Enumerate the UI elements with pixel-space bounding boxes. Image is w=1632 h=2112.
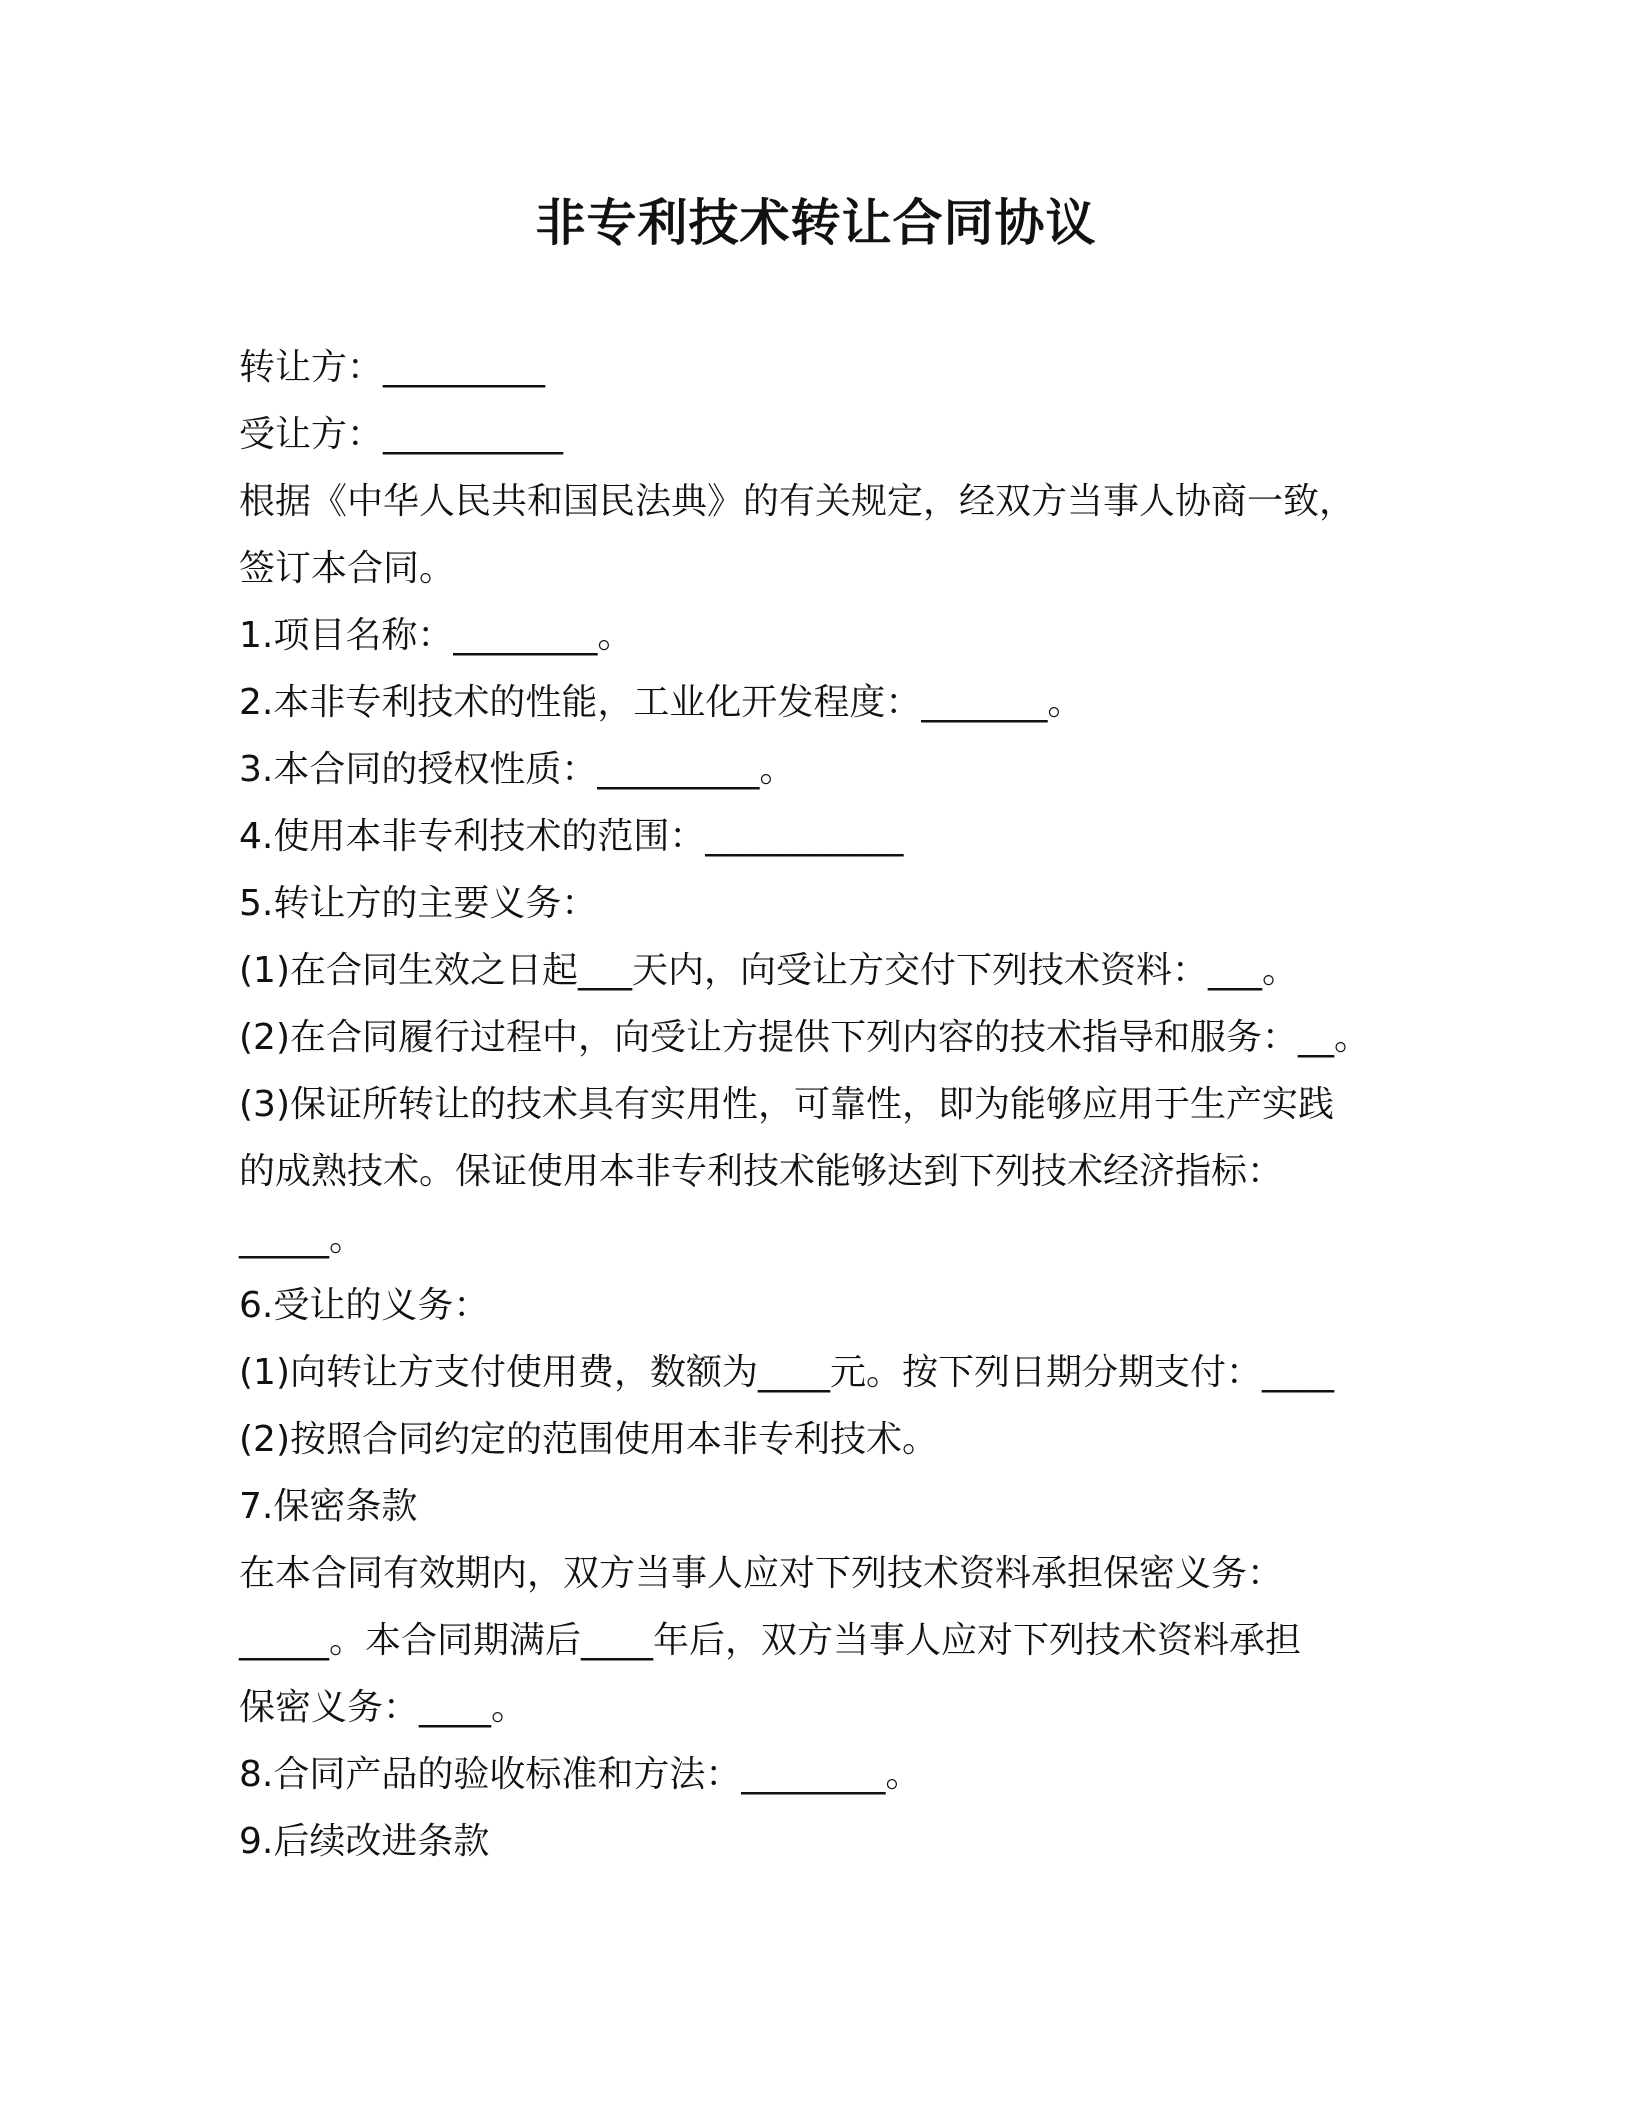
- clause-2: 2.本非专利技术的性能，工业化开发程度：_______。: [239, 682, 1084, 723]
- transferee-line: 受让方：__________: [239, 414, 564, 455]
- preamble-line-1: 根据《中华人民共和国民法典》的有关规定，经双方当事人协商一致，: [239, 481, 1356, 522]
- clause-3: 3.本合同的授权性质：_________。: [239, 749, 796, 790]
- clause-5-item-3-line-1: (3)保证所转让的技术具有实用性，可靠性，即为能够应用于生产实践: [239, 1084, 1334, 1125]
- clause-6-item-2: (2)按照合同约定的范围使用本非专利技术。: [239, 1419, 938, 1460]
- document-title: 非专利技术转让合同协议: [535, 194, 1097, 252]
- clause-1: 1.项目名称：________。: [239, 615, 634, 656]
- clause-7-heading: 7.保密条款: [239, 1486, 418, 1527]
- clause-9-heading: 9.后续改进条款: [239, 1821, 490, 1862]
- clause-5-item-2: (2)在合同履行过程中，向受让方提供下列内容的技术指导和服务：__。: [239, 1017, 1370, 1058]
- clause-6-heading: 6.受让的义务：: [239, 1285, 490, 1326]
- clause-7-line-1: 在本合同有效期内，双方当事人应对下列技术资料承担保密义务：: [239, 1553, 1284, 1594]
- preamble-line-2: 签订本合同。: [239, 548, 456, 589]
- clause-5-item-3-line-2: 的成熟技术。保证使用本非专利技术能够达到下列技术经济指标：: [239, 1151, 1284, 1192]
- clause-4: 4.使用本非专利技术的范围：___________: [239, 816, 904, 857]
- transferor-line: 转让方：_________: [239, 347, 546, 388]
- clause-5-item-1: (1)在合同生效之日起___天内，向受让方交付下列技术资料：___。: [239, 950, 1298, 991]
- clause-7-line-3: 保密义务：____。: [239, 1687, 528, 1728]
- clause-5-heading: 5.转让方的主要义务：: [239, 883, 598, 924]
- clause-8: 8.合同产品的验收标准和方法：________。: [239, 1754, 922, 1795]
- clause-5-item-3-line-3: _____。: [239, 1218, 366, 1259]
- document-body: [239, 334, 1419, 1875]
- clause-6-item-1: (1)向转让方支付使用费，数额为____元。按下列日期分期支付：____: [239, 1352, 1334, 1393]
- clause-7-line-2: _____。本合同期满后____年后，双方当事人应对下列技术资料承担: [239, 1620, 1302, 1661]
